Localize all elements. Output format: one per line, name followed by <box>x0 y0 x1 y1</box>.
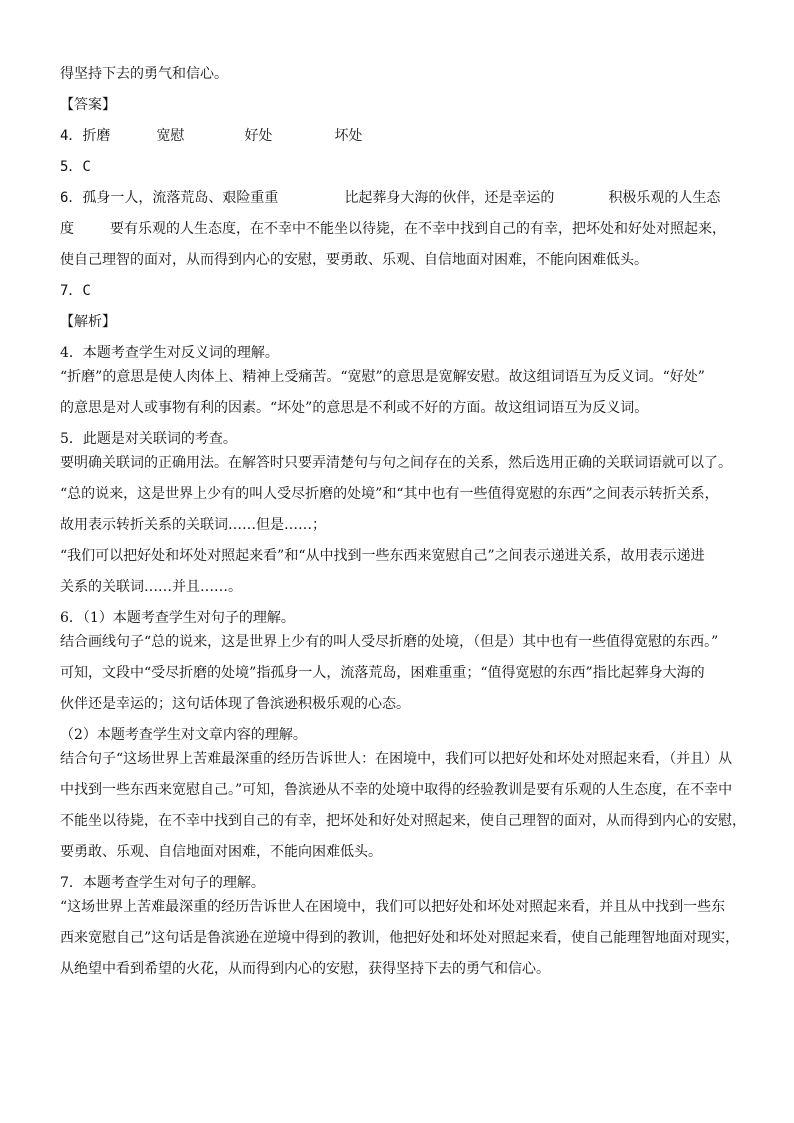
analysis-line: 要明确关联词的正确用法。在解答时只要弄清楚句与句之间存在的关系，然后选用正确的关联词语就可以了。 <box>60 455 732 471</box>
analysis-line: 4．本题考查学生对反义词的理解。 <box>60 345 279 361</box>
analysis-line: “这场世界上苦难最深重的经历告诉世人在困境中，我们可以把好处和坏处对照起来看，并且从中找到一些东 <box>60 899 726 915</box>
analysis-line: （2）本题考查学生对文章内容的理解。 <box>60 727 307 743</box>
analysis-line: “总的说来，这是世界上少有的叫人受尽折磨的处境”和“其中也有一些值得宽慰的东西”之间表示转折关系， <box>60 486 719 502</box>
answer-heading: 【答案】 <box>60 97 116 113</box>
q5-answer: 5．C <box>60 159 91 175</box>
analysis-line: 中找到一些东西来宽慰自己。”可知，鲁滨逊从不幸的处境中取得的经验教训是要有乐观的人生态度，在不幸中 <box>60 782 733 798</box>
q6-answer-line-1 <box>60 186 740 217</box>
analysis-line: 故用表示转折关系的关联词……但是……； <box>60 517 326 533</box>
q6-answer-line-3: 使自己理智的面对，从而得到内心的安慰，要勇敢、乐观、自信地面对困难，不能向困难低头。 <box>60 252 648 268</box>
analysis-line: 的意思是对人或事物有利的因素。“坏处”的意思是不利或不好的方面。故这组词语互为反义词。 <box>60 400 649 416</box>
analysis-line: 西来宽慰自己”这句话是鲁滨逊在逆境中得到的教训，他把好处和坏处对照起来看，使自己能理智地面对现实， <box>60 930 740 946</box>
q6-part-b: 比起葬身大海的伙伴，还是幸运的 <box>344 190 555 206</box>
q6-part-a: 孤身一人，流落荒岛、艰险重重 <box>82 190 279 206</box>
analysis-line: 7．本题考查学生对句子的理解。 <box>60 875 265 891</box>
analysis-line: 6．（1）本题考查学生对句子的理解。 <box>60 610 295 626</box>
q4-word-1: 折磨 <box>82 128 111 144</box>
analysis-line: 5．此题是对关联词的考查。 <box>60 431 237 447</box>
analysis-line: 要勇敢、乐观、自信地面对困难，不能向困难低头。 <box>60 844 382 860</box>
q4-word-4: 坏处 <box>334 128 363 144</box>
analysis-line: 结合句子“这场世界上苦难最深重的经历告诉世人：在困境中，我们可以把好处和坏处对照起来看，（并且）从 <box>60 751 733 767</box>
q4-answer-line <box>60 124 740 155</box>
analysis-line: 可知，文段中“受尽折磨的处境”指孤身一人，流落荒岛，困难重重；“值得宽慰的东西”指比起葬身大海的 <box>60 665 705 681</box>
analysis-line: 伙伴还是幸运的；这句话体现了鲁滨逊积极乐观的心态。 <box>60 696 410 712</box>
q6-part-c: 积极乐观的人生态 <box>608 190 721 206</box>
q6-part-d: 度 <box>60 221 74 237</box>
analysis-line: “折磨”的意思是使人肉体上、精神上受痛苦。“宽慰”的意思是宽解安慰。故这组词语互为反义词。“好处” <box>60 369 705 385</box>
q4-word-3: 好处 <box>244 128 273 144</box>
analysis-line: 不能坐以待毙，在不幸中找到自己的有幸，把坏处和好处对照起来，使自己理智的面对，从而得到内心的安慰， <box>60 813 746 829</box>
q6-answer-line-2 <box>60 217 740 248</box>
analysis-heading: 【解析】 <box>60 314 116 330</box>
text-line: 得坚持下去的勇气和信心。 <box>60 66 228 82</box>
analysis-line: “我们可以把好处和坏处对照起来看”和“从中找到一些东西来宽慰自己”之间表示递进关系，故用表示递进 <box>60 548 705 564</box>
q7-answer: 7．C <box>60 283 91 299</box>
q6-part-e: 要有乐观的人生态度，在不幸中不能坐以待毙，在不幸中找到自己的有幸，把坏处和好处对照起来， <box>110 221 726 237</box>
answer-document <box>60 62 746 988</box>
q4-word-2: 宽慰 <box>156 128 185 144</box>
q6-number: 6． <box>60 190 83 206</box>
q4-number: 4． <box>60 128 83 144</box>
analysis-line: 关系的关联词……并且……。 <box>60 579 242 595</box>
analysis-line: 结合画线句子“总的说来，这是世界上少有的叫人受尽折磨的处境，（但是）其中也有一些值得宽慰的东西。” <box>60 634 719 650</box>
analysis-line: 从绝望中看到希望的火花，从而得到内心的安慰，获得坚持下去的勇气和信心。 <box>60 961 550 977</box>
